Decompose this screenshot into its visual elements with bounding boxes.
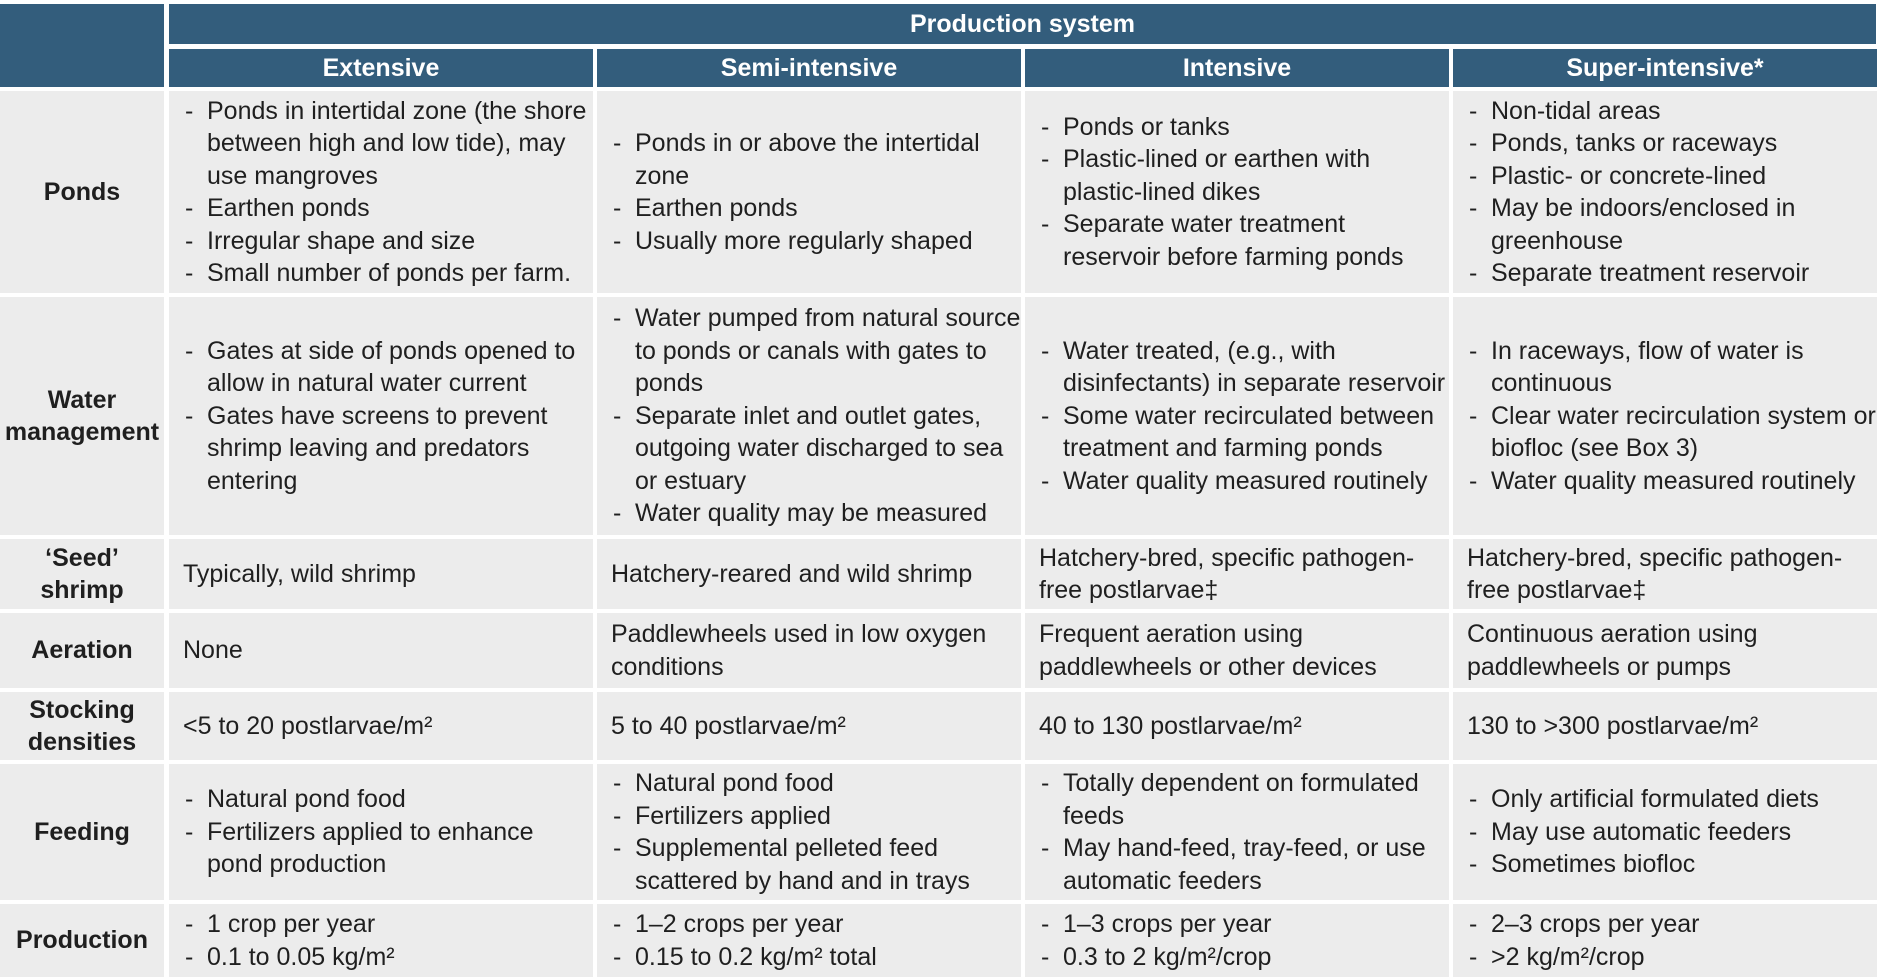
bullet-item: - Water pumped from natural source to ponds or canals with gates to ponds [611, 302, 1021, 400]
column-header-label: Intensive [1182, 53, 1292, 82]
cell-text: Hatchery-reared and wild shrimp [611, 559, 973, 588]
bullet-item: - Totally dependent on formulated feeds [1039, 767, 1449, 832]
bullet-item: - May use automatic feeders [1467, 816, 1877, 849]
bullet-item: - Irregular shape and size [183, 225, 593, 258]
bullet-item: - Sometimes biofloc [1467, 848, 1877, 881]
cell-text: Typically, wild shrimp [183, 559, 416, 588]
bullet-item: - Non-tidal areas [1467, 95, 1877, 128]
cell-production-super-intensive [1453, 904, 1877, 977]
bullet-item: - Separate inlet and outlet gates, outgoing water discharged to sea or estuary [611, 400, 1021, 498]
bullet-item: - In raceways, flow of water is continuous [1467, 335, 1877, 400]
bullet-item: - 1–2 crops per year [611, 908, 1021, 941]
cell-stocking-densities-semi-intensive [597, 692, 1021, 760]
bullet-item: - Earthen ponds [611, 192, 1021, 225]
bullet-item: - Fertilizers applied to enhance pond production [183, 816, 593, 881]
bullet-item: - Earthen ponds [183, 192, 593, 225]
header-production-system-label: Production system [909, 9, 1136, 38]
cell-feeding-semi-intensive [597, 764, 1021, 900]
bullet-item: - Water treated, (e.g., with disinfectants) in separate reservoir [1039, 335, 1449, 400]
bullet-item: - Separate treatment reservoir [1467, 257, 1877, 290]
cell-text: 40 to 130 postlarvae/m² [1039, 711, 1302, 740]
cell-feeding-super-intensive [1453, 764, 1877, 900]
column-header-label: Extensive [322, 53, 440, 82]
cell-production-semi-intensive [597, 904, 1021, 977]
cell-water-management-semi-intensive [597, 297, 1021, 535]
cell-feeding-intensive [1025, 764, 1449, 900]
bullet-list [597, 908, 1021, 973]
bullet-list [1453, 908, 1877, 973]
column-header-intensive [1025, 49, 1449, 87]
column-header-label: Semi-intensive [720, 53, 898, 82]
bullet-list [1453, 335, 1877, 498]
bullet-list [169, 908, 593, 973]
cell-ponds-super-intensive [1453, 91, 1877, 293]
cell-aeration-extensive [169, 613, 593, 688]
cell-production-extensive [169, 904, 593, 977]
bullet-item: - Ponds, tanks or raceways [1467, 127, 1877, 160]
bullet-item: - Only artificial formulated diets [1467, 783, 1877, 816]
cell-ponds-extensive [169, 91, 593, 293]
bullet-item: - Gates at side of ponds opened to allow in natural water current [183, 335, 593, 400]
row-label-line: Water [47, 385, 117, 414]
cell-text: Hatchery-bred, specific pathogen-free postlarvae‡ [1039, 543, 1415, 604]
bullet-item: - Ponds in or above the intertidal zone [611, 127, 1021, 192]
bullet-item: - Gates have screens to prevent shrimp leaving and predators entering [183, 400, 593, 498]
cell-stocking-densities-extensive [169, 692, 593, 760]
cell-text: Hatchery-bred, specific pathogen-free postlarvae‡ [1467, 543, 1843, 604]
column-header-extensive [169, 49, 593, 87]
bullet-item: - Fertilizers applied [611, 800, 1021, 833]
bullet-item: - May hand-feed, tray-feed, or use automatic feeders [1039, 832, 1449, 897]
cell-aeration-super-intensive [1453, 613, 1877, 688]
bullet-list [1453, 95, 1877, 290]
bullet-item: - 1–3 crops per year [1039, 908, 1449, 941]
cell-stocking-densities-super-intensive [1453, 692, 1877, 760]
row-label-line: Aeration [31, 636, 133, 665]
row-label-line: shrimp [40, 576, 124, 604]
cell-production-intensive [1025, 904, 1449, 977]
bullet-item: - Some water recirculated between treatment and farming ponds [1039, 400, 1449, 465]
cell-text: 5 to 40 postlarvae/m² [611, 711, 846, 740]
cell-aeration-intensive [1025, 613, 1449, 688]
bullet-item: - Ponds in intertidal zone (the shore between high and low tide), may use mangroves [183, 95, 593, 193]
row-label-line: densities [27, 728, 137, 756]
bullet-item: - Separate water treatment reservoir before farming ponds [1039, 208, 1449, 273]
cell-stocking-densities-intensive [1025, 692, 1449, 760]
bullet-item: - 0.15 to 0.2 kg/m² total [611, 941, 1021, 974]
row-label-line: Stocking [29, 695, 135, 724]
column-header-semi-intensive [597, 49, 1021, 87]
bullet-list [597, 127, 1021, 257]
bullet-list [1453, 783, 1877, 881]
row-label-seed-shrimp [0, 539, 164, 609]
bullet-item: - Plastic- or concrete-lined [1467, 160, 1877, 193]
cell-text: Continuous aeration using paddlewheels or pumps [1467, 620, 1758, 681]
bullet-item: - May be indoors/enclosed in greenhouse [1467, 192, 1877, 257]
column-header-super-intensive [1453, 49, 1877, 87]
bullet-item: - Small number of ponds per farm. [183, 257, 593, 290]
cell-feeding-extensive [169, 764, 593, 900]
bullet-list [597, 302, 1021, 530]
bullet-item: - 0.1 to 0.05 kg/m² [183, 941, 593, 974]
cell-text: <5 to 20 postlarvae/m² [183, 711, 433, 740]
bullet-list [1025, 767, 1449, 897]
row-label-line: Feeding [34, 817, 130, 846]
bullet-item: - 2–3 crops per year [1467, 908, 1877, 941]
cell-ponds-semi-intensive [597, 91, 1021, 293]
row-label-aeration [0, 613, 164, 688]
header-corner [0, 4, 164, 87]
row-label-feeding [0, 764, 164, 900]
row-label-line: management [4, 418, 160, 446]
bullet-item: - 1 crop per year [183, 908, 593, 941]
bullet-item: - >2 kg/m²/crop [1467, 941, 1877, 974]
row-label-water-management [0, 297, 164, 535]
bullet-list [169, 783, 593, 881]
cell-text: Paddlewheels used in low oxygen conditions [611, 620, 987, 681]
cell-seed-shrimp-super-intensive [1453, 539, 1877, 609]
row-label-ponds [0, 91, 164, 293]
cell-text: 130 to >300 postlarvae/m² [1467, 711, 1759, 740]
cell-text: Frequent aeration using paddlewheels or other devices [1039, 620, 1377, 681]
bullet-item: - Water quality measured routinely [1039, 465, 1449, 498]
bullet-list [1025, 335, 1449, 498]
bullet-item: - Water quality measured routinely [1467, 465, 1877, 498]
bullet-list [169, 95, 593, 290]
cell-seed-shrimp-semi-intensive [597, 539, 1021, 609]
cell-aeration-semi-intensive [597, 613, 1021, 688]
bullet-list [597, 767, 1021, 897]
row-label-line: Ponds [43, 177, 121, 206]
bullet-item: - Plastic-lined or earthen with plastic-lined dikes [1039, 143, 1449, 208]
bullet-list [1025, 111, 1449, 274]
bullet-item: - Supplemental pelleted feed scattered by hand and in trays [611, 832, 1021, 897]
bullet-item: - Natural pond food [611, 767, 1021, 800]
cell-seed-shrimp-intensive [1025, 539, 1449, 609]
cell-water-management-super-intensive [1453, 297, 1877, 535]
cell-text: None [183, 636, 243, 665]
cell-seed-shrimp-extensive [169, 539, 593, 609]
bullet-item: - Water quality may be measured [611, 497, 1021, 530]
row-label-line: Production [16, 926, 148, 955]
bullet-item: - Clear water recirculation system or biofloc (see Box 3) [1467, 400, 1877, 465]
cell-water-management-extensive [169, 297, 593, 535]
bullet-item: - Natural pond food [183, 783, 593, 816]
column-header-label: Super-intensive* [1566, 53, 1764, 82]
row-label-line: ‘Seed’ [45, 543, 119, 572]
bullet-item: - Usually more regularly shaped [611, 225, 1021, 258]
cell-water-management-intensive [1025, 297, 1449, 535]
bullet-list [1025, 908, 1449, 973]
bullet-item: - Ponds or tanks [1039, 111, 1449, 144]
bullet-item: - 0.3 to 2 kg/m²/crop [1039, 941, 1449, 974]
header-production-system [169, 4, 1876, 44]
row-label-stocking-densities [0, 692, 164, 760]
cell-ponds-intensive [1025, 91, 1449, 293]
row-label-production [0, 904, 164, 977]
bullet-list [169, 335, 593, 498]
